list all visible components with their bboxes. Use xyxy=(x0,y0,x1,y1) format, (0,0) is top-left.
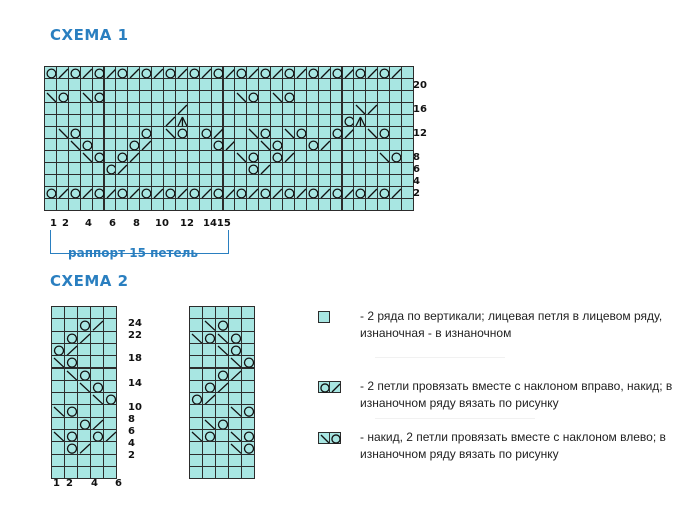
chart-cell xyxy=(202,441,216,454)
chart-cell xyxy=(215,368,229,381)
chart-cell xyxy=(241,417,255,430)
chart-cell xyxy=(103,306,117,319)
chart-cell xyxy=(64,429,78,442)
chart-cell xyxy=(215,429,229,442)
chart-cell xyxy=(215,343,229,356)
chart-cell xyxy=(64,318,78,331)
chart-cell xyxy=(64,441,78,454)
chart-cell xyxy=(189,429,203,442)
row-number: 8 xyxy=(413,152,420,163)
column-number: 4 xyxy=(91,478,98,489)
chart-cell xyxy=(228,331,242,344)
row-number: 24 xyxy=(128,318,142,329)
row-number: 2 xyxy=(413,188,420,199)
chart-cell xyxy=(77,306,91,319)
legend-cell xyxy=(329,381,341,393)
chart-cell xyxy=(215,306,229,319)
chart-cell xyxy=(64,331,78,344)
legend-text-yo-k2tog: - 2 петли провязать вместе с наклоном вправо, накид; в изнаночном ряду вязать по рисунку xyxy=(360,379,673,410)
chart-cell xyxy=(202,331,216,344)
chart-cell xyxy=(202,343,216,356)
chart-cell xyxy=(189,404,203,417)
column-number: 6 xyxy=(109,218,116,229)
chart-cell xyxy=(189,331,203,344)
chart-cell xyxy=(228,404,242,417)
chart-cell xyxy=(51,429,65,442)
chart-cell xyxy=(77,318,91,331)
chart-cell xyxy=(64,306,78,319)
chart-cell xyxy=(103,429,117,442)
chart-cell xyxy=(202,306,216,319)
chart-cell xyxy=(215,454,229,467)
chart-cell xyxy=(103,404,117,417)
column-number: 1415 xyxy=(203,218,231,229)
chart-cell xyxy=(241,429,255,442)
rapport-bracket-left xyxy=(50,230,51,254)
row-number: 22 xyxy=(128,330,142,341)
chart-cell xyxy=(77,466,91,479)
chart-cell xyxy=(77,441,91,454)
chart-cell xyxy=(202,404,216,417)
chart-cell xyxy=(215,318,229,331)
chart-cell xyxy=(215,331,229,344)
chart-cell xyxy=(51,318,65,331)
chart-cell xyxy=(202,466,216,479)
chart-cell xyxy=(215,380,229,393)
chart-cell xyxy=(90,392,104,405)
chart-cell xyxy=(90,368,104,381)
chart-cell xyxy=(77,355,91,368)
scheme2-chart-grid-right xyxy=(189,306,254,478)
row-number: 6 xyxy=(413,164,420,175)
rapport-bracket-right xyxy=(228,230,229,254)
chart-cell xyxy=(228,454,242,467)
chart-cell xyxy=(241,466,255,479)
chart-cell xyxy=(228,306,242,319)
chart-cell xyxy=(51,306,65,319)
row-number: 4 xyxy=(128,438,135,449)
chart-cell xyxy=(215,466,229,479)
column-number: 4 xyxy=(85,218,92,229)
chart-cell xyxy=(241,404,255,417)
scheme1-chart-grid xyxy=(44,66,413,210)
scheme1-title: СХЕМА 1 xyxy=(50,26,129,44)
scheme2-chart-grid-left xyxy=(51,306,116,478)
column-number: 10 xyxy=(155,218,169,229)
chart-cell xyxy=(51,404,65,417)
chart-cell xyxy=(401,198,414,211)
row-number: 12 xyxy=(413,128,427,139)
chart-cell xyxy=(90,429,104,442)
chart-cell xyxy=(77,417,91,430)
chart-cell xyxy=(228,318,242,331)
chart-cell xyxy=(241,306,255,319)
chart-cell xyxy=(189,343,203,356)
rapport-label: раппорт 15 петель xyxy=(68,246,199,260)
chart-cell xyxy=(228,466,242,479)
chart-cell xyxy=(189,368,203,381)
chart-cell xyxy=(228,441,242,454)
chart-cell xyxy=(51,441,65,454)
chart-cell xyxy=(90,417,104,430)
chart-cell xyxy=(103,368,117,381)
chart-cell xyxy=(77,392,91,405)
chart-cell xyxy=(189,417,203,430)
chart-cell xyxy=(202,318,216,331)
chart-cell xyxy=(77,368,91,381)
chart-cell xyxy=(202,368,216,381)
row-number: 16 xyxy=(413,104,427,115)
row-number: 14 xyxy=(128,378,142,389)
chart-cell xyxy=(64,392,78,405)
chart-cell xyxy=(241,454,255,467)
chart-cell xyxy=(51,417,65,430)
chart-cell xyxy=(77,331,91,344)
chart-cell xyxy=(77,380,91,393)
chart-cell xyxy=(241,380,255,393)
chart-cell xyxy=(51,392,65,405)
row-number: 6 xyxy=(128,426,135,437)
chart-cell xyxy=(202,429,216,442)
chart-cell xyxy=(103,380,117,393)
column-number: 2 xyxy=(66,478,73,489)
chart-cell xyxy=(90,331,104,344)
chart-cell xyxy=(202,454,216,467)
chart-cell xyxy=(51,454,65,467)
chart-cell xyxy=(228,380,242,393)
chart-cell xyxy=(90,380,104,393)
chart-cell xyxy=(228,429,242,442)
chart-cell xyxy=(51,355,65,368)
row-number: 2 xyxy=(128,450,135,461)
chart-cell xyxy=(90,404,104,417)
column-number: 1 xyxy=(50,218,57,229)
scheme2-title: СХЕМА 2 xyxy=(50,272,129,290)
chart-cell xyxy=(51,343,65,356)
column-number: 6 xyxy=(115,478,122,489)
chart-cell xyxy=(90,441,104,454)
chart-cell xyxy=(189,454,203,467)
column-number: 2 xyxy=(62,218,69,229)
chart-cell xyxy=(103,417,117,430)
chart-cell xyxy=(215,404,229,417)
row-number: 8 xyxy=(128,414,135,425)
chart-cell xyxy=(90,355,104,368)
chart-cell xyxy=(51,331,65,344)
chart-cell xyxy=(215,355,229,368)
chart-cell xyxy=(64,355,78,368)
chart-cell xyxy=(189,380,203,393)
chart-cell xyxy=(215,417,229,430)
chart-cell xyxy=(241,355,255,368)
chart-cell xyxy=(189,441,203,454)
chart-cell xyxy=(241,331,255,344)
chart-cell xyxy=(241,392,255,405)
chart-cell xyxy=(51,368,65,381)
chart-cell xyxy=(64,404,78,417)
chart-cell xyxy=(64,368,78,381)
chart-cell xyxy=(215,441,229,454)
row-number: 20 xyxy=(413,80,427,91)
chart-cell xyxy=(189,355,203,368)
chart-cell xyxy=(241,441,255,454)
chart-cell xyxy=(103,441,117,454)
chart-cell xyxy=(103,343,117,356)
column-number: 12 xyxy=(180,218,194,229)
chart-cell xyxy=(90,343,104,356)
legend-cell xyxy=(318,311,330,323)
chart-cell xyxy=(215,392,229,405)
chart-cell xyxy=(103,454,117,467)
chart-cell xyxy=(64,454,78,467)
chart-cell xyxy=(64,343,78,356)
chart-cell xyxy=(202,380,216,393)
chart-cell xyxy=(228,417,242,430)
chart-cell xyxy=(228,343,242,356)
chart-cell xyxy=(90,306,104,319)
chart-cell xyxy=(64,417,78,430)
chart-cell xyxy=(77,429,91,442)
row-number: 10 xyxy=(128,402,142,413)
chart-cell xyxy=(103,318,117,331)
chart-cell xyxy=(77,343,91,356)
chart-cell xyxy=(202,417,216,430)
chart-cell xyxy=(228,368,242,381)
chart-cell xyxy=(103,355,117,368)
chart-cell xyxy=(241,368,255,381)
legend-text-yo-ssk: - накид, 2 петли провязать вместе с наклоном влево; в изнаночном ряду вязать по рисунку xyxy=(360,430,666,461)
column-number: 1 xyxy=(53,478,60,489)
chart-cell xyxy=(90,454,104,467)
chart-cell xyxy=(241,318,255,331)
chart-cell xyxy=(202,355,216,368)
chart-cell xyxy=(189,318,203,331)
row-number: 18 xyxy=(128,353,142,364)
chart-cell xyxy=(189,466,203,479)
chart-cell xyxy=(241,343,255,356)
chart-cell xyxy=(103,392,117,405)
chart-cell xyxy=(64,380,78,393)
legend-text-blank: - 2 ряда по вертикали; лицевая петля в лицевом ряду, изнаночная - в изнаночном xyxy=(360,309,663,340)
legend-cell xyxy=(329,432,341,444)
chart-cell xyxy=(51,380,65,393)
chart-cell xyxy=(90,318,104,331)
chart-cell xyxy=(77,404,91,417)
chart-cell xyxy=(189,306,203,319)
chart-cell xyxy=(228,392,242,405)
row-number: 4 xyxy=(413,176,420,187)
chart-cell xyxy=(189,392,203,405)
column-number: 8 xyxy=(133,218,140,229)
chart-cell xyxy=(77,454,91,467)
chart-cell xyxy=(202,392,216,405)
chart-cell xyxy=(103,331,117,344)
chart-cell xyxy=(228,355,242,368)
